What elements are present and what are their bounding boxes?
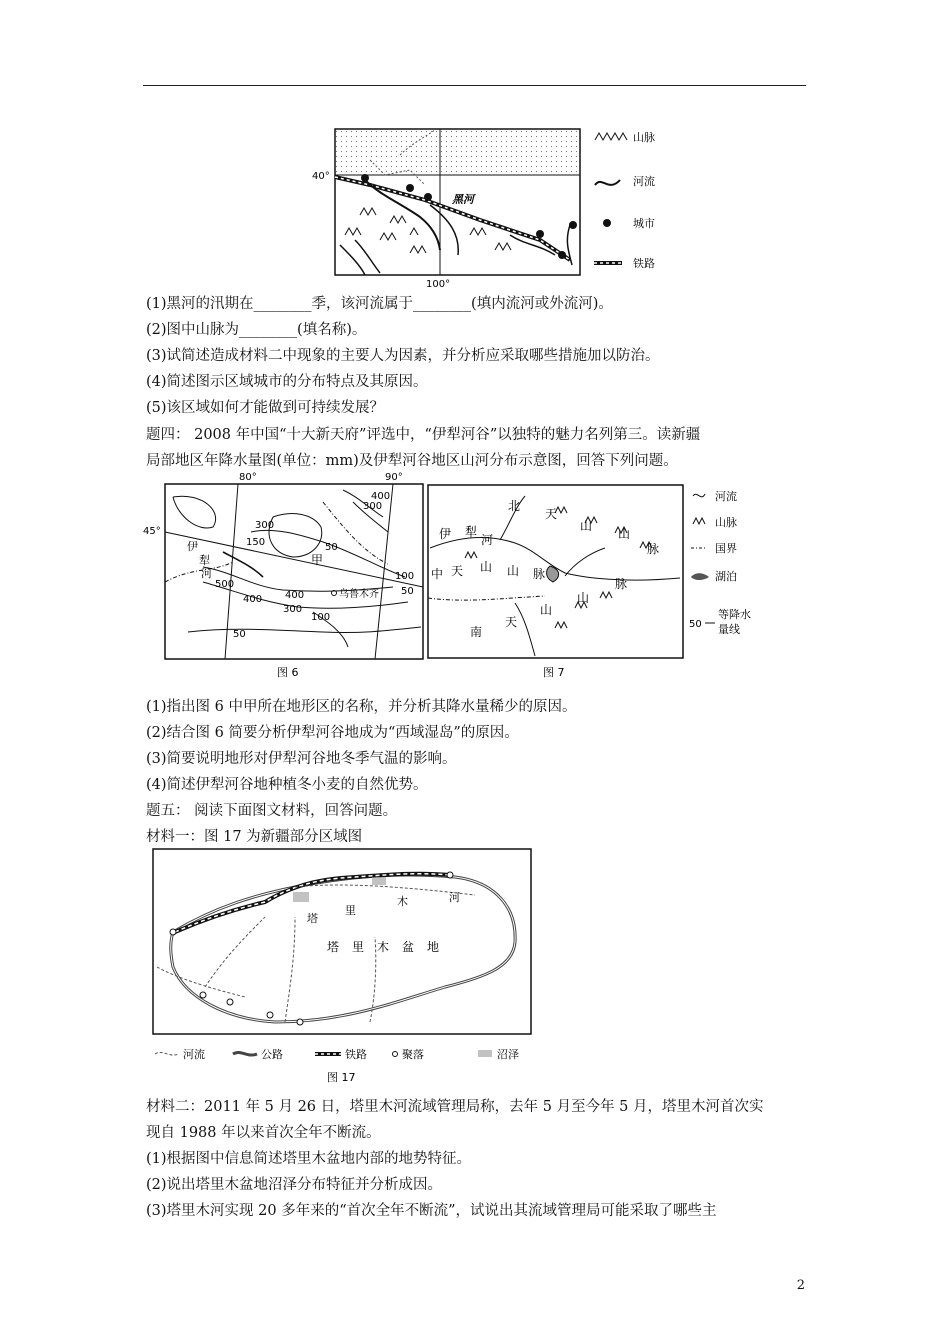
contour-150: 150 [246,537,266,548]
t5-material2-2: 现自 1988 年以来首次全年不断流。 [146,1125,381,1141]
legend-river: 河流 [633,175,655,188]
fig7-yi: 伊 [439,527,452,541]
fig6-river-yi: 伊 [187,540,198,553]
fig6-lat-45: 45° [143,526,161,537]
fig6-river-li: 犁 [199,554,210,567]
fig7-shan-3: 山 [480,560,493,574]
fig7-mai-2: 脉 [533,567,546,581]
q4-4: (4)简述伊犁河谷地种植冬小麦的自然优势。 [146,777,428,793]
fig7-mai-1: 脉 [647,542,660,556]
fig6-urumqi: 乌鲁木齐 [339,589,379,600]
legend-settlement-17: 聚落 [402,1048,424,1061]
fig17-basin-1: 塔 [327,940,340,954]
fig7-zhong: 中 [431,567,444,581]
fig7-legend [689,489,751,636]
fig17-legend [155,1047,519,1061]
lat-40-label: 40° [312,171,330,182]
t5-intro-1: 题五： 阅读下面图文材料，回答问题。 [146,803,398,819]
legend-isohyet-2: 量线 [718,623,740,636]
fig7-caption: 图 7 [543,666,565,679]
legend-swamp-17: 沼泽 [497,1048,519,1061]
fig7-shan-6: 山 [577,591,590,605]
contour-100a: 100 [395,571,415,582]
fig6-lon-80: 80° [239,472,257,483]
fig7-tian-1: 天 [545,507,558,521]
page-number: 2 [796,1278,805,1293]
q4-3: (3)简要说明地形对伊犁河谷地冬季气温的影响。 [146,751,457,767]
fig7-tian-2: 天 [451,564,464,578]
fig17-basin-3: 木 [377,940,390,954]
contour-50c: 50 [233,629,246,640]
contour-500: 500 [215,579,235,590]
fig7-nan: 南 [470,625,483,639]
fig7-shan-5: 山 [540,603,553,617]
t5-intro-2: 材料一：图 17 为新疆部分区域图 [146,829,363,845]
fig17-basin-4: 盆 [402,940,415,954]
lon-100-label: 100° [426,279,451,290]
legend-railway-17: 铁路 [345,1048,367,1061]
legend-value-50: 50 [689,619,702,630]
legend-mountain: 山脉 [633,131,655,144]
q3-4: (4)简述图示区域城市的分布特点及其原因。 [146,374,428,390]
contour-400b: 400 [243,594,263,605]
legend-border-7: 国界 [715,542,737,555]
fig7-tian-3: 天 [505,615,518,629]
contour-400a: 400 [371,491,391,502]
legend-city: 城市 [633,217,655,230]
legend-lake-7: 湖泊 [715,570,737,583]
t4-intro-1: 题四： 2008 年中国“十大新天府”评选中，“伊犁河谷”以独特的魅力名列第三。读新疆 [146,427,701,443]
header-rule [143,85,806,86]
contour-100b: 100 [311,612,331,623]
contour-50b: 50 [401,586,414,597]
fig17-river-he: 河 [449,891,460,904]
q5-2: (2)说出塔里木盆地沼泽分布特征并分析成因。 [146,1177,443,1193]
fig7-mai-3: 脉 [615,577,628,591]
contour-400c: 400 [285,590,305,601]
figure-6 [143,472,425,682]
heihe-legend [594,131,655,270]
q3-3: (3)试简述造成材料二中现象的主要人为因素，并分析应采取哪些措施加以防治。 [146,348,660,364]
fig17-river-li: 里 [345,904,356,917]
legend-mountain-7: 山脉 [715,516,737,529]
q3-2: (2)图中山脉为________(填名称)。 [146,322,367,338]
legend-road-17: 公路 [261,1048,283,1061]
fig17-caption: 图 17 [327,1071,356,1084]
legend-isohyet-1: 等降水 [718,608,751,621]
fig17-river-ta: 塔 [307,912,318,925]
contour-300b: 300 [255,520,275,531]
fig7-he: 河 [481,533,494,547]
figure-7 [425,478,770,682]
heihe-label: 黑河 [452,193,474,206]
t4-intro-2: 局部地区年降水量图(单位：mm)及伊犁河谷地区山河分布示意图，回答下列问题。 [146,453,678,469]
fig6-caption: 图 6 [277,666,299,679]
fig6-lon-90: 90° [385,472,403,483]
q4-2: (2)结合图 6 简要分析伊犁河谷地成为“西域湿岛”的原因。 [146,725,519,741]
legend-river-7: 河流 [715,490,737,503]
fig17-river-mu: 木 [397,895,408,908]
contour-300c: 300 [283,604,303,615]
fig17-basin-2: 里 [352,940,365,954]
q4-1: (1)指出图 6 中甲所在地形区的名称，并分析其降水量稀少的原因。 [146,699,577,715]
fig6-river-he: 河 [201,567,212,580]
heihe-map-figure [310,125,680,290]
q3-5: (5)该区域如何才能做到可持续发展？ [146,400,385,416]
figure-17 [145,847,540,1090]
fig7-bei: 北 [508,499,521,513]
q5-1: (1)根据图中信息简述塔里木盆地内部的地势特征。 [146,1151,472,1167]
fig7-shan-1: 山 [580,519,593,533]
q5-3: (3)塔里木河实现 20 多年来的“首次全年不断流”，试说出其流域管理局可能采取了哪些主 [146,1203,717,1219]
contour-300a: 300 [363,501,383,512]
fig6-jia: 甲 [311,553,324,567]
fig7-li: 犁 [465,525,478,539]
fig7-shan-2: 山 [618,527,631,541]
legend-railway: 铁路 [633,257,655,270]
fig17-basin-5: 地 [427,940,440,954]
fig7-shan-4: 山 [507,564,520,578]
contour-50a: 50 [325,542,338,553]
q3-1: (1)黑河的汛期在________季，该河流属于________(填内流河或外流河)。 [146,296,613,312]
legend-river-17: 河流 [183,1048,205,1061]
t5-material2-1: 材料二：2011 年 5 月 26 日，塔里木河流域管理局称，去年 5 月至今年 5 月，塔里木河首次实 [146,1099,764,1115]
